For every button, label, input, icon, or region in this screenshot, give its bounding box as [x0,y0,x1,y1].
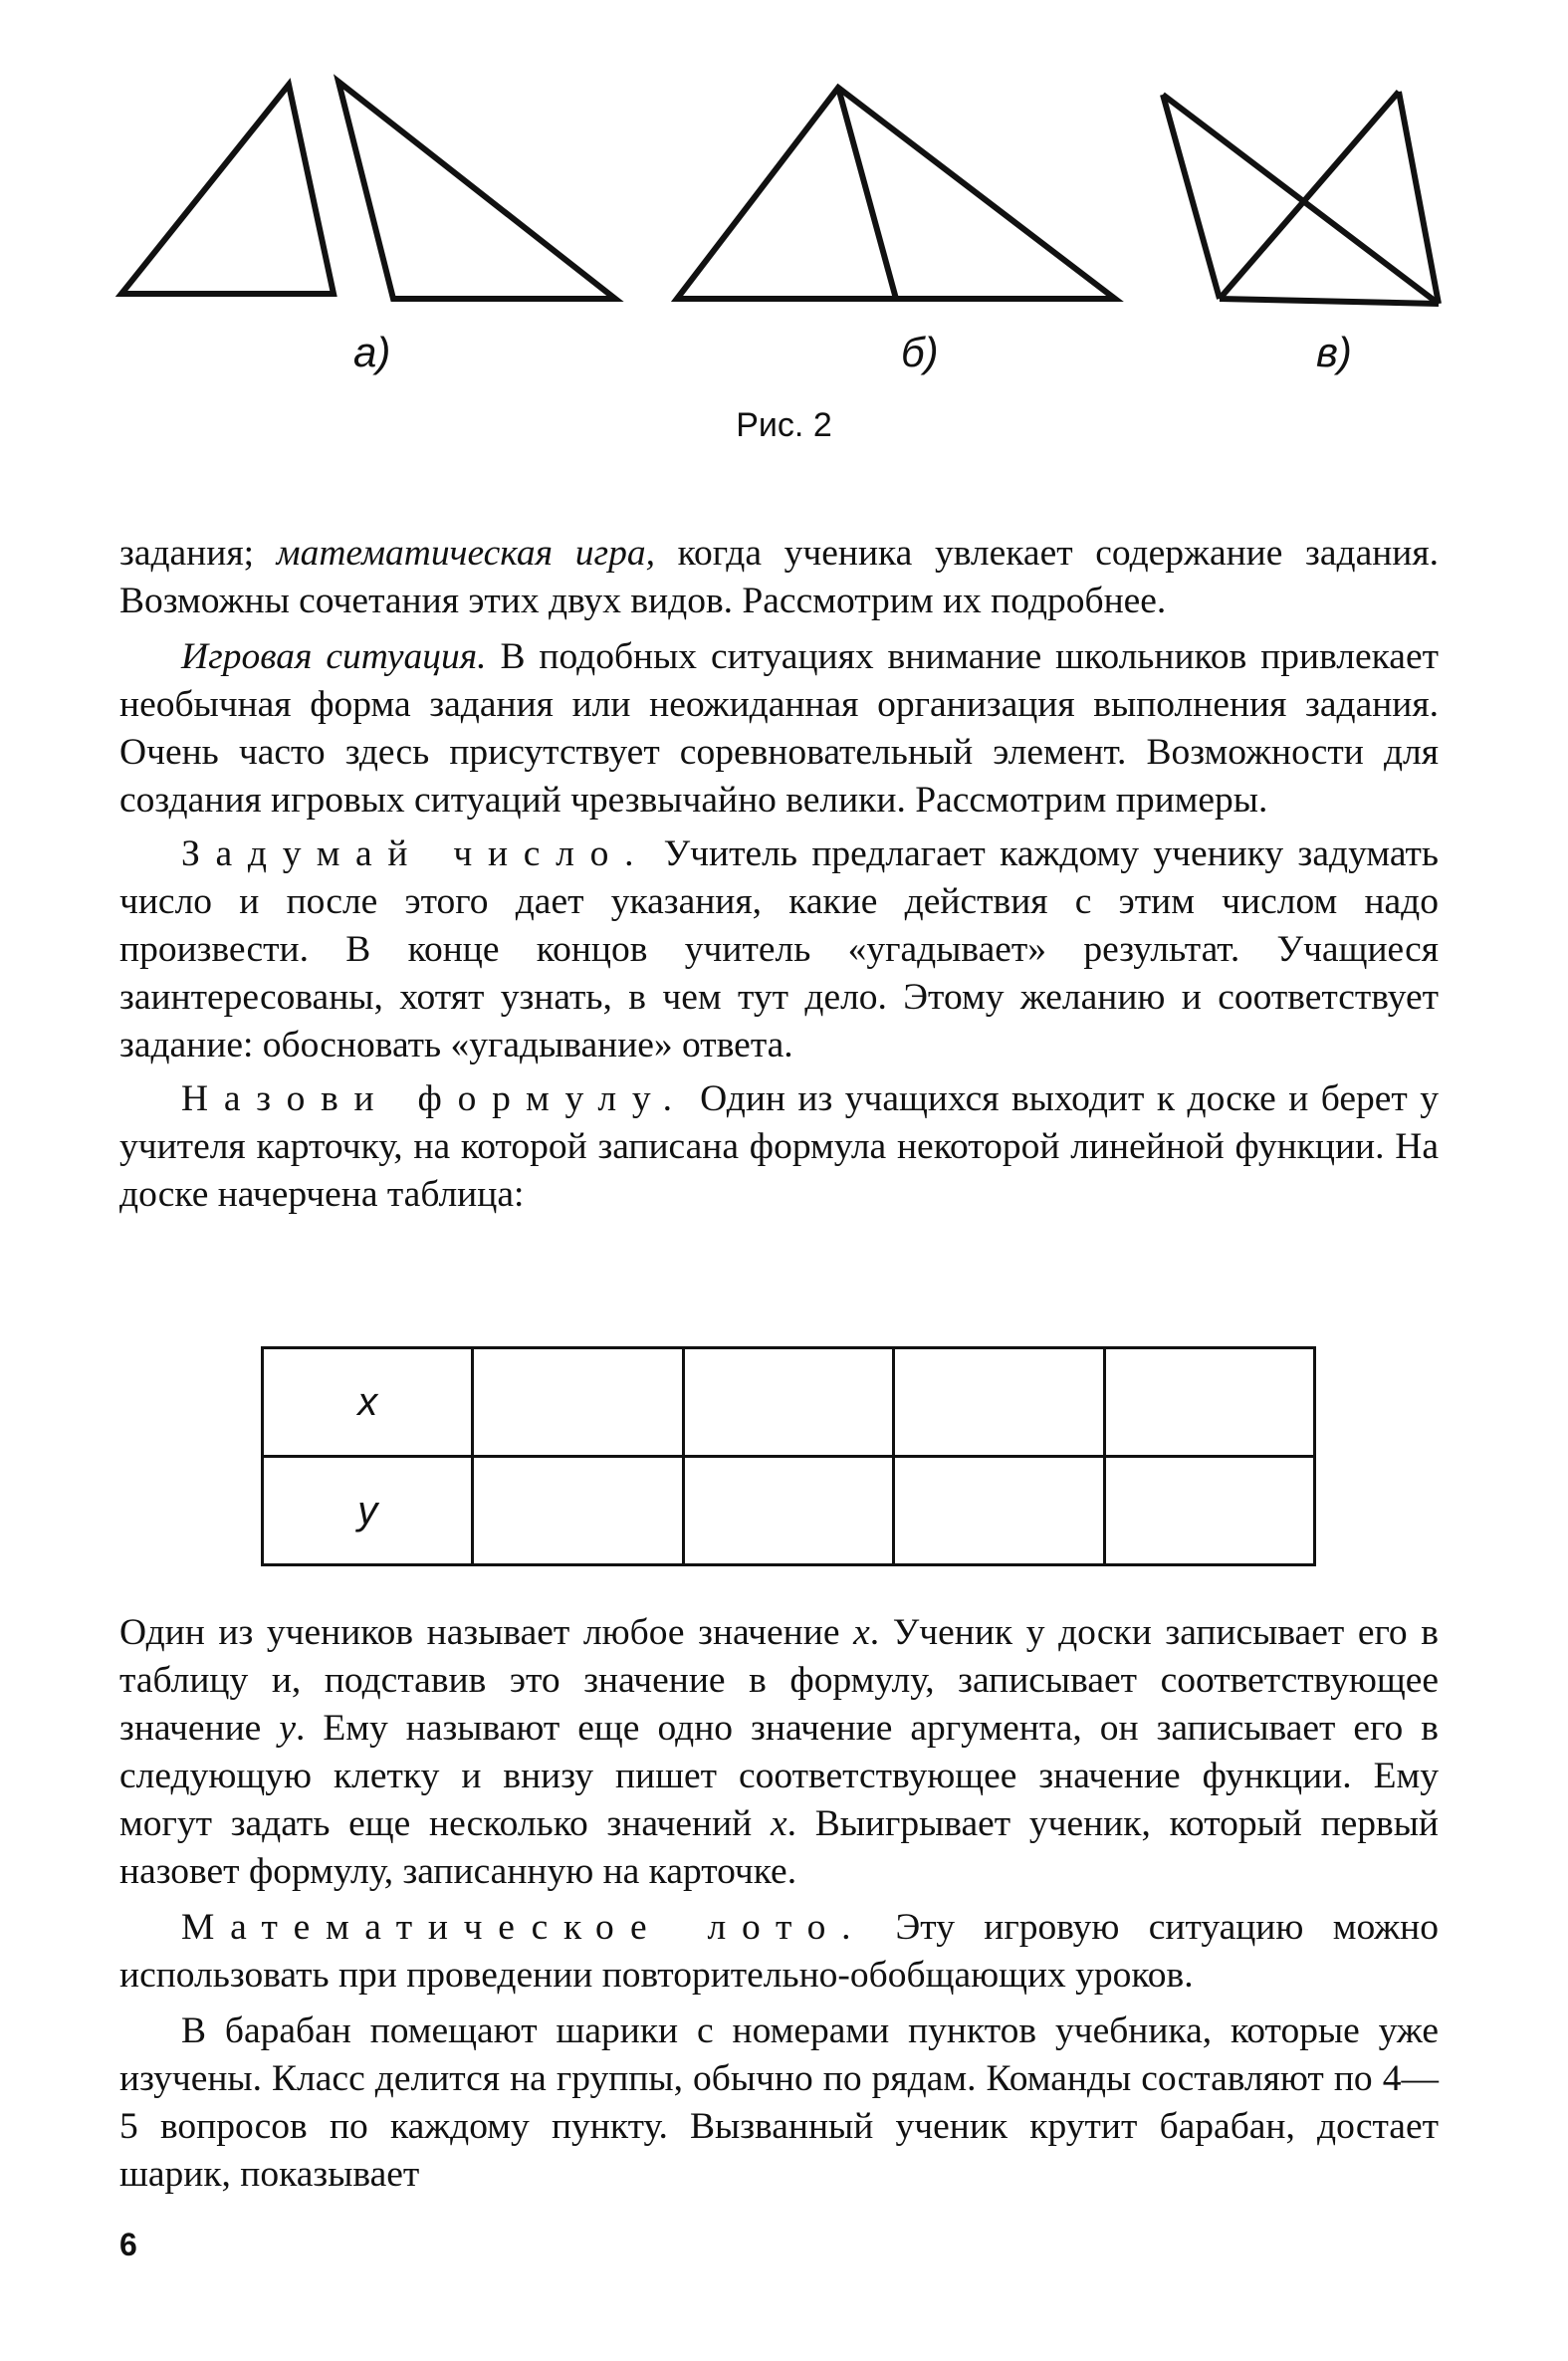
paragraph-1: задания; математическая игра, когда ученика увлекает содержание задания. Возможны сочетания этих двух видов. Рассмотрим их подробнее. [119,533,1439,621]
shape-c-diagonal-2 [1220,92,1399,299]
game-title-name-formula: Назови формулу. [181,1078,688,1119]
text-block-lower [119,1609,1439,2199]
text-block-upper [119,530,1439,1219]
table-cell-label-y: y [263,1457,473,1565]
figure-triangles [0,0,1568,329]
table-cell [1104,1348,1314,1457]
shape-c-bottom-edge [1220,299,1439,304]
paragraph-6: Математическое лото. Эту игровую ситуацию можно использовать при проведении повторительно-обобщающих уроков. [119,1907,1439,1996]
table-cell-label-x: x [263,1348,473,1457]
table-cell [1104,1457,1314,1565]
paragraph-5: Один из учеников называет любое значение x. Ученик у доски записывает его в таблицу и, подставив это значение в формулу, записывает соответствующее значение y. Ему называют еще одно значение аргумента, он записывает его в следующую клетку и внизу пишет соответствующее значение функции. Ему могут задать еще несколько значений x. Выигрывает ученик, который первый назовет формулу, записанную на карточке. [119,1612,1440,1892]
table-row-y [263,1457,1315,1565]
board-table [261,1346,1316,1566]
triangle-a-left [121,85,334,294]
paragraph-4: Назови формулу. Один из учащихся выходит к доске и берет у учителя карточку, на которой записана формула некоторой линейной функции. На доске начерчена таблица: [119,1078,1439,1215]
page-number: 6 [119,2227,137,2262]
table-cell [473,1348,683,1457]
game-title-think-number: Задумай число. [181,833,650,874]
figure-label-a: а) [353,329,391,375]
triangle-b [677,88,1115,299]
triangle-b-cevian [838,88,896,299]
shape-c-left-edge [1163,95,1220,299]
table-cell [473,1457,683,1565]
table-cell [894,1457,1104,1565]
paragraph-3: Задумай число. Учитель предлагает каждому ученику задумать число и после этого дает указания, какие действия с этим числом надо произвести. В конце концов учитель «угадывает» результат. Учащиеся заинтересованы, хотят узнать, в чем тут дело. Этому желанию и соответствует задание: обосновать «угадывание» ответа. [119,833,1439,1065]
figure-label-c: в) [1316,329,1352,375]
table-cell [683,1457,893,1565]
triangle-a-right [338,82,615,299]
game-title-math-lotto: Математическое лото. [181,1907,867,1948]
table-row-x [263,1348,1315,1457]
figure-caption: Рис. 2 [736,406,832,444]
shape-c-right-edge [1399,92,1439,304]
figure-label-b: б) [901,329,939,375]
term-game-situation: Игровая ситуация. [181,636,487,677]
paragraph-7: В барабан помещают шарики с номерами пунктов учебника, которые уже изучены. Класс делится на группы, обычно по рядам. Команды составляют по 4—5 вопросов по каждому пункту. Вызванный ученик крутит барабан, достает шарик, показывает [119,2010,1439,2195]
table-cell [894,1348,1104,1457]
table-cell [683,1348,893,1457]
paragraph-2: Игровая ситуация. В подобных ситуациях внимание школьников привлекает необычная форма задания или неожиданная организация выполнения задания. Очень часто здесь присутствует соревновательный элемент. Возможности для создания игровых ситуаций чрезвычайно велики. Рассмотрим примеры. [119,636,1439,821]
shape-c-diagonal-1 [1163,95,1439,304]
